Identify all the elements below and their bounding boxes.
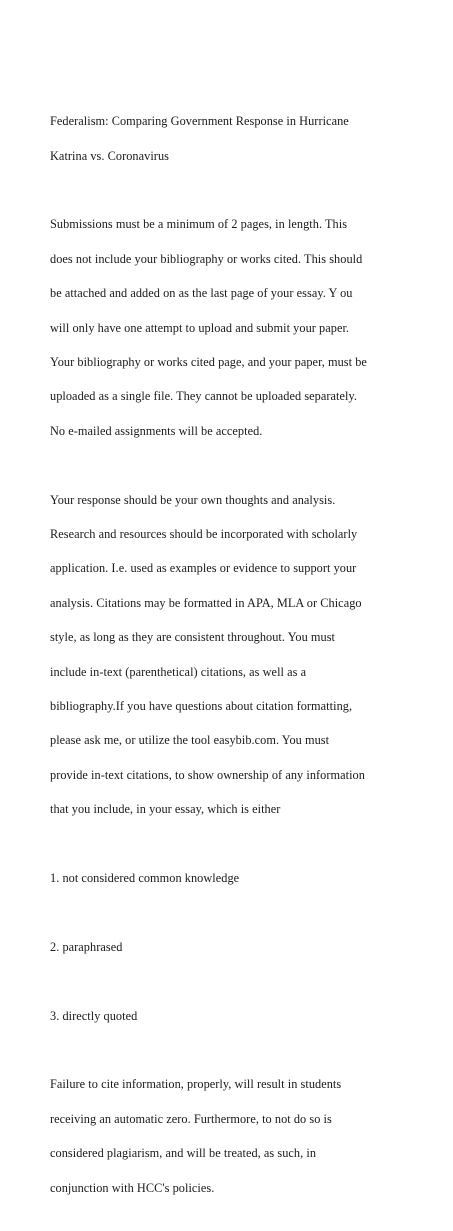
submission-requirements-paragraph (50, 199, 430, 457)
title-line: Katrina vs. Coronavirus (50, 148, 169, 163)
document-title (50, 96, 430, 182)
list-item-text: 2. paraphrased (50, 939, 123, 954)
paragraph-line: style, as long as they are consistent throughout. You must (50, 630, 336, 645)
citation-guidelines-paragraph (50, 474, 430, 835)
paragraph-line: provide in-text citations, to show ownership of any information (50, 767, 365, 782)
paragraph-line: bibliography.If you have questions about citation formatting, (50, 699, 353, 714)
paragraph-line: analysis. Citations may be formatted in APA, MLA or Chicago (50, 595, 362, 610)
paragraph-line: does not include your bibliography or works cited. This should (50, 251, 363, 266)
paragraph-line: No e-mailed assignments will be accepted. (50, 423, 263, 438)
paragraph-line: will only have one attempt to upload and submit your paper. (50, 320, 350, 335)
paragraph-line: conjunction with HCC's policies. (50, 1180, 215, 1195)
document-body (50, 96, 430, 1231)
paragraph-line: receiving an automatic zero. Furthermore, to not do so is (50, 1111, 332, 1126)
list-item-text: 1. not considered common knowledge (50, 871, 240, 886)
list-item (50, 922, 430, 974)
paragraph-line: uploaded as a single file. They cannot be uploaded separately. (50, 389, 357, 404)
paragraph-line: Submissions must be a minimum of 2 pages, in length. This (50, 217, 348, 232)
paragraph-line: Research and resources should be incorporated with scholarly (50, 527, 358, 542)
list-item (50, 990, 430, 1042)
paragraph-line: application. I.e. used as examples or evidence to support your (50, 561, 357, 576)
paragraph-line: Failure to cite information, properly, will result in students (50, 1077, 342, 1092)
list-item-text: 3. directly quoted (50, 1008, 138, 1023)
plagiarism-policy-paragraph (50, 1059, 430, 1214)
paragraph-line: be attached and added on as the last page of your essay. Y ou (50, 286, 353, 301)
paragraph-line: Your bibliography or works cited page, and your paper, must be (50, 355, 367, 370)
paragraph-line: please ask me, or utilize the tool easybib.com. You must (50, 733, 330, 748)
paragraph-line: Your response should be your own thoughts and analysis. (50, 492, 336, 507)
list-item (50, 853, 430, 905)
paragraph-line: considered plagiarism, and will be treated, as such, in (50, 1146, 317, 1161)
paragraph-line: include in-text (parenthetical) citations, as well as a (50, 664, 307, 679)
paragraph-line: that you include, in your essay, which is either (50, 802, 281, 817)
title-line: Federalism: Comparing Government Response in Hurricane (50, 114, 349, 129)
